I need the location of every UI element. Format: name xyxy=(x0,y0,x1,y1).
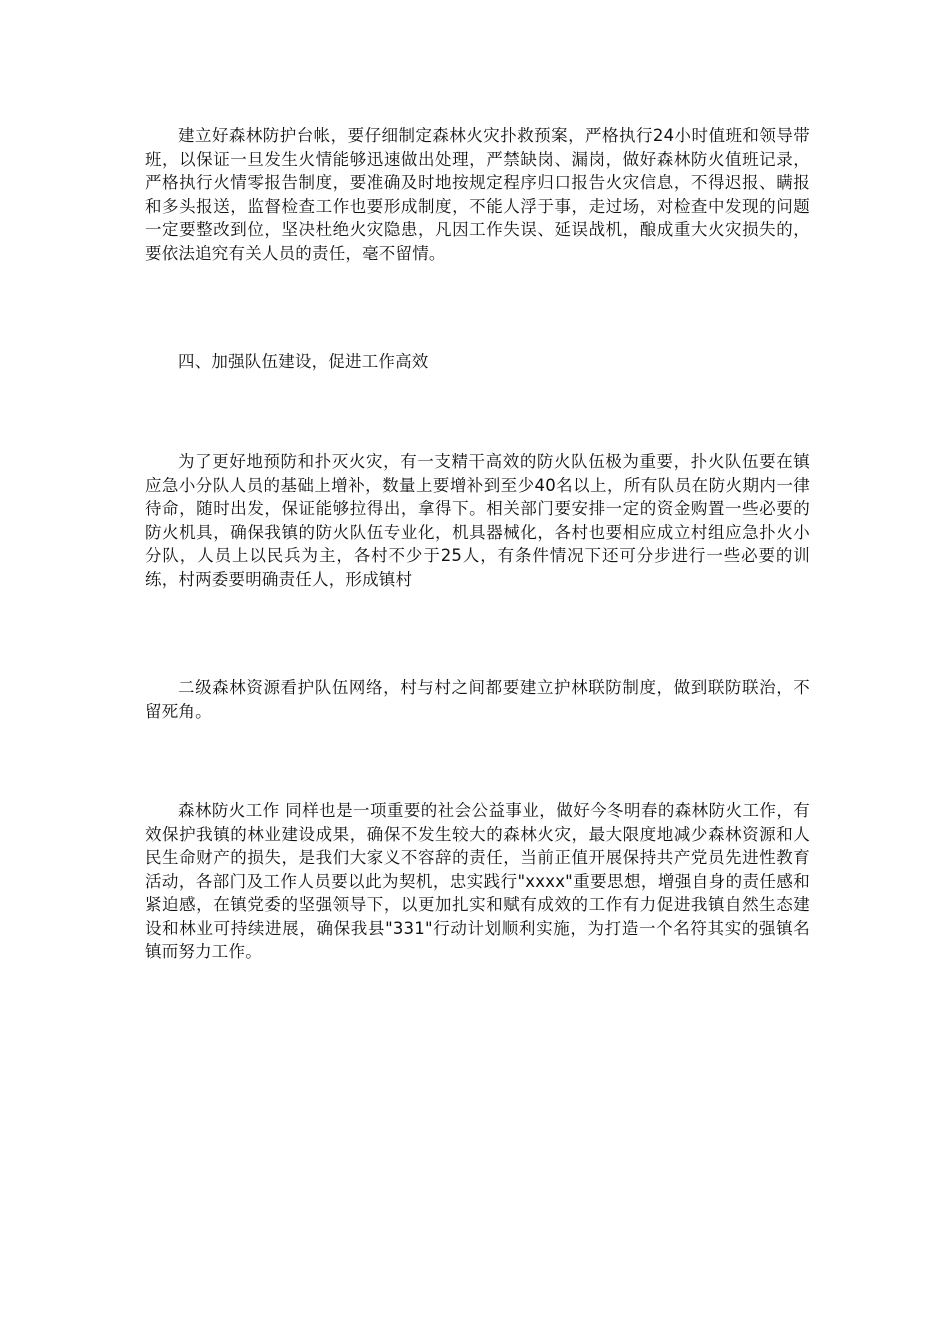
paragraph-conclusion: 森林防火工作 同样也是一项重要的社会公益事业，做好今冬明春的森林防火工作，有效保护我镇的林业建设成果，确保不发生较大的森林火灾，最大限度地减少森林资源和人民生命财产的损失，是我们大家义不容辞的责任，当前正值开展保持共产党员先进性教育活动，各部门及工作人员要以此为契机，忠实践行"xxxx"重要思想，增强自身的责任感和紧迫感，在镇党委的坚强领导下，以更加扎实和赋有成效的工作有力促进我镇自然生态建设和林业可持续进展，确保我县"331"行动计划顺利实施，为打造一个名符其实的强镇名镇而努力工作。 xyxy=(145,801,810,961)
paragraph-team-building: 为了更好地预防和扑灭火灾，有一支精干高效的防火队伍极为重要，扑火队伍要在镇应急小分队人员的基础上增补，数量上要增补到至少40名以上，所有队员在防火期内一律待命，随时出发，保证能够拉得出，拿得下。相关部门要安排一定的资金购置一些必要的防火机具，确保我镇的防火队伍专业化，机具器械化，各村也要相应成立村组应急扑火小分队，人员上以民兵为主，各村不少于25人，有条件情况下还可分步进行一些必要的训练，村两委要明确责任人，形成镇村 xyxy=(145,452,810,589)
paragraph-forest-network: 二级森林资源看护队伍网络，村与村之间都要建立护林联防制度，做到联防联治，不留死角。 xyxy=(145,678,810,721)
paragraph-duty-system: 建立好森林防护台帐，要仔细制定森林火灾扑救预案，严格执行24小时值班和领导带班，以保证一旦发生火情能够迅速做出处理，严禁缺岗、漏岗，做好森林防火值班记录，严格执行火情零报告制度，要准确及时地按规定程序归口报告火灾信息，不得迟报、瞒报和多头报送，监督检查工作也要形成制度，不能人浮于事，走过场，对检查中发现的问题一定要整改到位，坚决杜绝火灾隐患，凡因工作失误、延误战机，酿成重大火灾损失的，要依法追究有关人员的责任，毫不留情。 xyxy=(145,126,810,263)
section-heading-four: 四、加强队伍建设，促进工作高效 xyxy=(178,352,429,371)
